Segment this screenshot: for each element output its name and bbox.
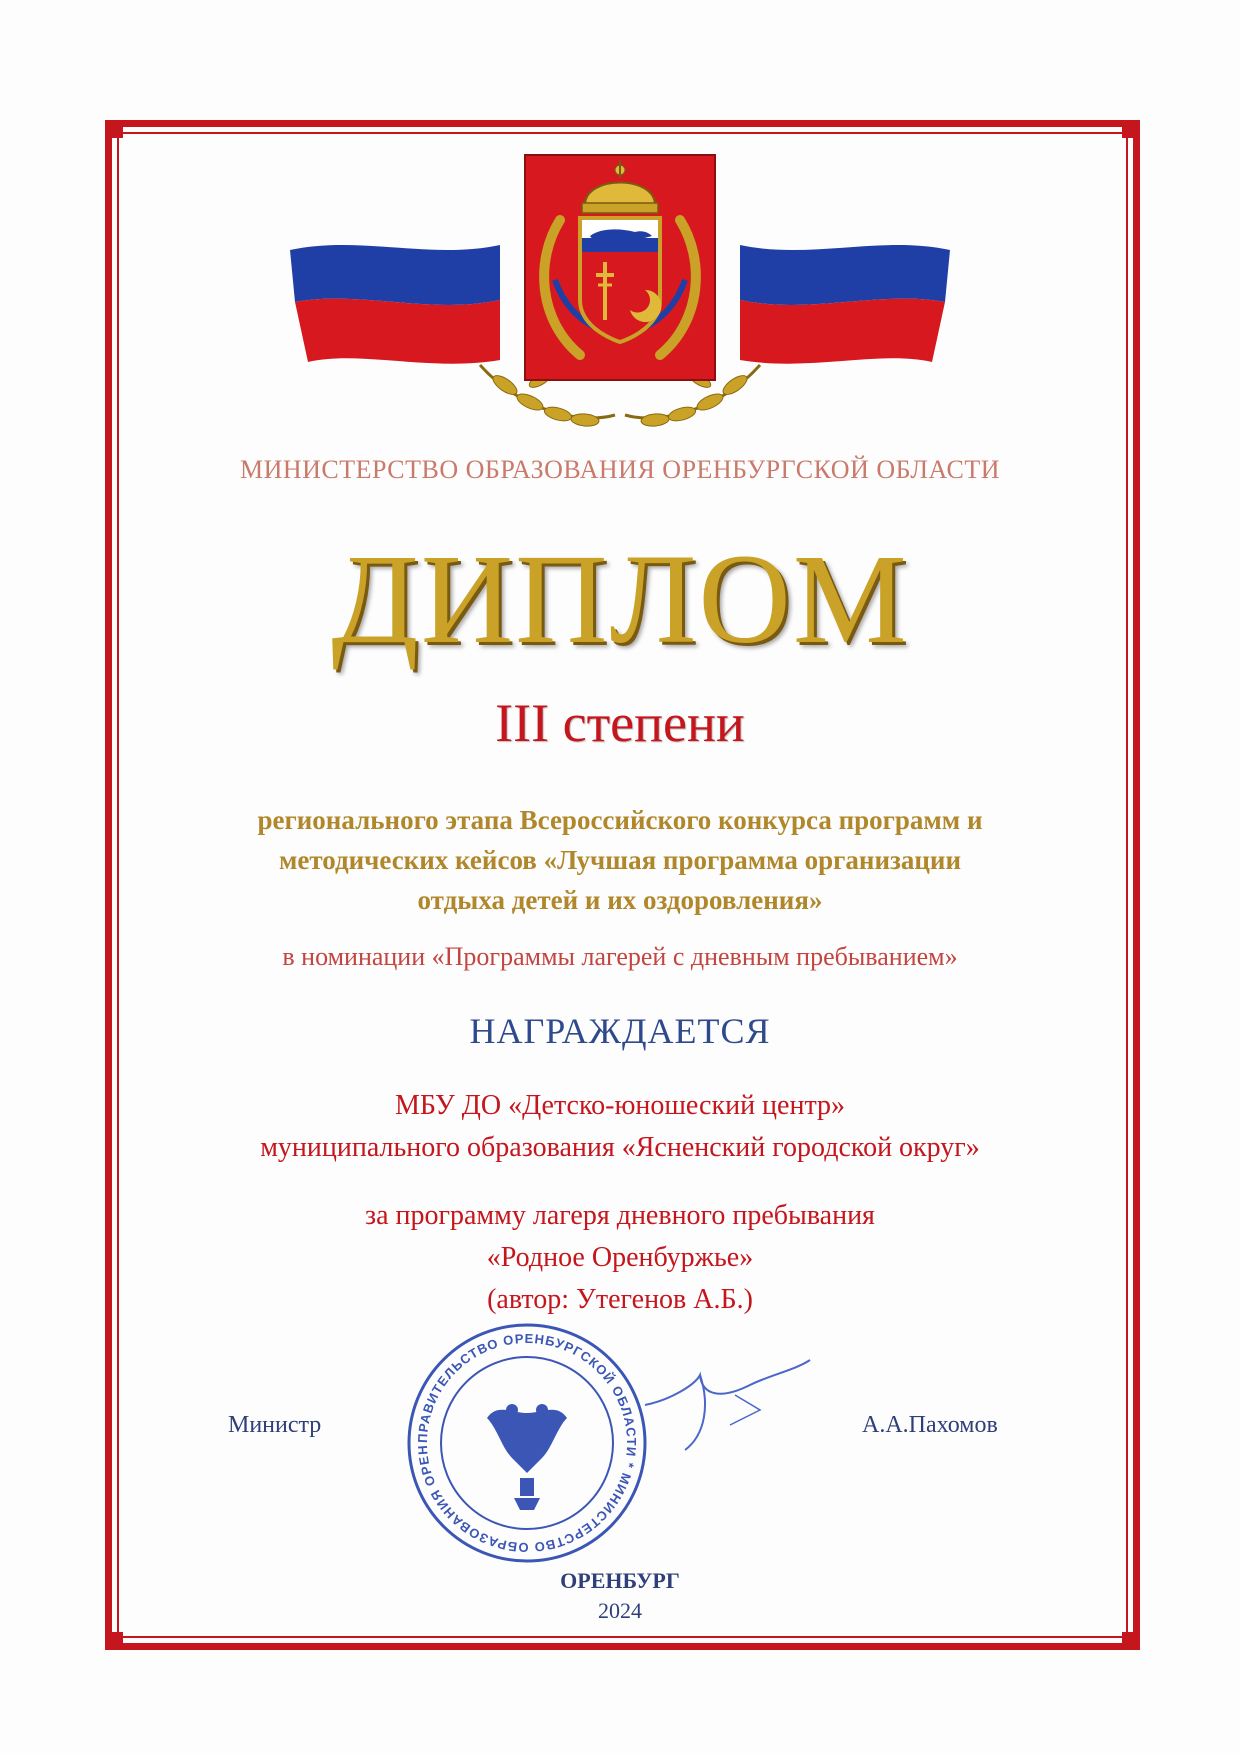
program-block — [0, 1195, 1240, 1321]
nomination-text: в номинации «Программы лагерей с дневным пребыванием» — [282, 942, 958, 971]
recipient-line: муниципального образования «Ясненский городской округ» — [260, 1132, 980, 1163]
recipient-line: МБУ ДО «Детско-юношеский центр» — [394, 1090, 846, 1121]
recipient-block — [0, 1085, 1240, 1169]
flag-left-red — [295, 299, 500, 364]
frame-corner — [1122, 1632, 1140, 1650]
city-label: ОРЕНБУРГ — [560, 1568, 680, 1593]
signer-position: Министр — [228, 1412, 322, 1438]
diploma-title: ДИПЛОМ — [331, 528, 909, 670]
program-title: «Родное Оренбуржье» — [486, 1242, 754, 1273]
frame-corner — [105, 120, 123, 138]
contest-line: регионального этапа Всероссийского конкурса программ и — [257, 805, 983, 835]
program-line: за программу лагеря дневного пребывания — [365, 1200, 875, 1231]
double-headed-eagle-icon — [487, 1404, 567, 1510]
coat-of-arms-emblem — [280, 150, 960, 440]
ministry-heading: МИНИСТЕРСТВО ОБРАЗОВАНИЯ ОРЕНБУРГСКОЙ ОБЛАСТИ — [239, 455, 1001, 484]
contest-description — [0, 800, 1240, 920]
seal-outer-text: ПРАВИТЕЛЬСТВО ОРЕНБУРГСКОЙ ОБЛАСТИ * МИНИСТЕРСТВО ОБРАЗОВАНИЯ ОРЕН — [414, 1330, 640, 1556]
frame-corner — [1122, 120, 1140, 138]
minister-signature — [640, 1355, 840, 1465]
flag-left-blue — [290, 245, 500, 305]
flag-right-blue — [740, 245, 950, 305]
signer-name: А.А.Пахомов — [862, 1412, 998, 1438]
awarded-heading: НАГРАЖДАЕТСЯ — [469, 1011, 771, 1051]
year-label: 2024 — [598, 1598, 642, 1623]
flag-right-red — [740, 299, 945, 364]
contest-line: методических кейсов «Лучшая программа организации — [278, 845, 962, 875]
official-seal — [402, 1318, 652, 1568]
frame-corner — [105, 1632, 123, 1650]
diploma-degree: III степени — [495, 693, 745, 753]
contest-line: отдыха детей и их оздоровления» — [417, 885, 823, 915]
program-author: (автор: Утегенов А.Б.) — [487, 1284, 753, 1315]
